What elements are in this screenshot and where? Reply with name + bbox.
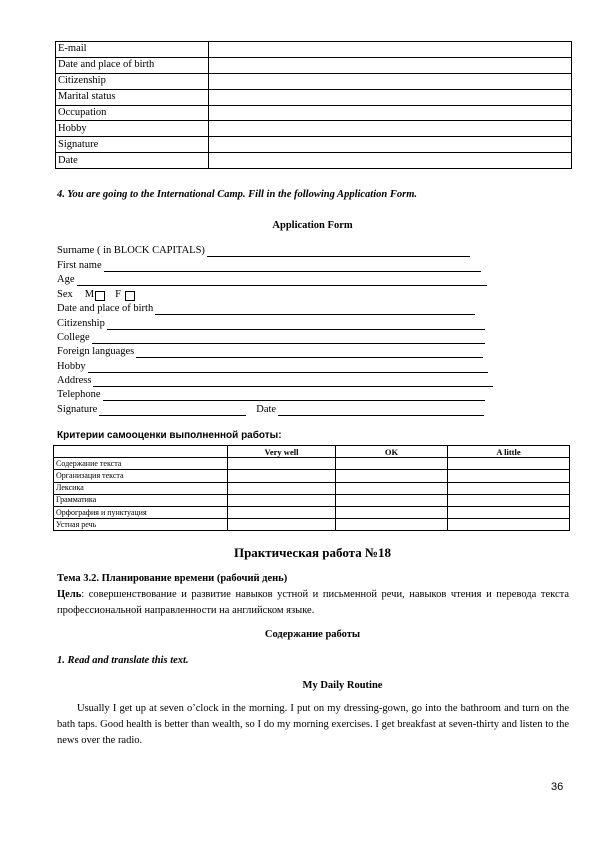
row-label: Occupation [56, 105, 209, 121]
row-value-cell[interactable] [209, 57, 572, 73]
languages-field[interactable] [57, 345, 483, 358]
row-value-cell[interactable] [209, 137, 572, 153]
row-label: E-mail [56, 42, 209, 58]
table-row [54, 482, 570, 494]
rating-cell[interactable] [228, 506, 336, 518]
row-label: Date [56, 153, 209, 169]
citizenship-label: Citizenship [57, 318, 105, 329]
signature-date-field [57, 403, 484, 416]
telephone-line[interactable] [103, 390, 485, 401]
rating-cell[interactable] [336, 519, 448, 531]
table-row [56, 137, 572, 153]
age-field[interactable] [57, 273, 487, 286]
row-value-cell[interactable] [209, 153, 572, 169]
criterion-label: Содержание текста [54, 458, 228, 470]
date-label: Date [256, 404, 277, 415]
table-row [54, 470, 570, 482]
sex-f-checkbox[interactable] [125, 291, 135, 301]
row-value-cell[interactable] [209, 89, 572, 105]
surname-label: Surname ( in BLOCK CAPITALS) [57, 245, 205, 256]
surname-line[interactable] [207, 246, 470, 257]
table-row [56, 121, 572, 137]
content-title: Содержание работы [264, 629, 361, 640]
date-line[interactable] [278, 405, 484, 416]
header-very-well: Very well [228, 446, 336, 458]
table-header-row [54, 446, 570, 458]
rating-cell[interactable] [448, 494, 570, 506]
table-row [56, 57, 572, 73]
practice-title: Практическая работа №18 [233, 545, 392, 560]
form-title: Application Form [272, 220, 353, 231]
rating-cell[interactable] [336, 482, 448, 494]
header-a-little: A little [448, 446, 570, 458]
row-label: Marital status [56, 89, 209, 105]
self-assessment-table [53, 445, 570, 531]
topic-heading: Тема 3.2. Планирование времени (рабочий день) [57, 573, 288, 584]
first-name-field[interactable] [57, 259, 481, 272]
header-cell [54, 446, 228, 458]
rating-cell[interactable] [228, 482, 336, 494]
table-row [54, 494, 570, 506]
personal-data-table [55, 41, 572, 169]
criterion-label: Устная речь [54, 519, 228, 531]
table-row [56, 153, 572, 169]
criterion-label: Организация текста [54, 470, 228, 482]
first-name-label: First name [57, 260, 102, 271]
header-ok: OK [336, 446, 448, 458]
college-line[interactable] [92, 333, 485, 344]
rating-cell[interactable] [228, 470, 336, 482]
table-row [54, 506, 570, 518]
goal-label: Цель [57, 589, 82, 600]
address-label: Address [57, 375, 92, 386]
surname-field[interactable] [57, 244, 470, 257]
criterion-label: Орфография и пунктуация [54, 506, 228, 518]
signature-line[interactable] [99, 405, 246, 416]
languages-label: Foreign languages [57, 346, 135, 357]
rating-cell[interactable] [448, 470, 570, 482]
rating-cell[interactable] [336, 458, 448, 470]
task-4-instruction: 4. You are going to the International Camp. Fill in the following Application Form. [57, 189, 417, 200]
sex-f-label: F [115, 289, 121, 300]
citizenship-line[interactable] [107, 319, 485, 330]
college-field[interactable] [57, 331, 485, 344]
text-body: Usually I get up at seven o’clock in the morning. I put on my dressing-gown, go into the bathroom and turn on the bath taps. Good health is better than wealth, so I do my morning exercises. I get breakfast at seven-thirty and listen to the news over the radio. [57, 703, 569, 746]
rating-cell[interactable] [448, 482, 570, 494]
rating-cell[interactable] [336, 494, 448, 506]
age-line[interactable] [77, 275, 487, 286]
rating-cell[interactable] [448, 458, 570, 470]
telephone-label: Telephone [57, 389, 101, 400]
rating-cell[interactable] [448, 519, 570, 531]
sex-field [57, 288, 135, 301]
college-label: College [57, 332, 90, 343]
goal-text: : совершенствование и развитие навыков устной и письменной речи, навыков чтения и перевода текста профессиональной направленности на английском языке. [57, 589, 569, 616]
page-number: 36 [551, 781, 564, 793]
table-row [56, 89, 572, 105]
table-row [56, 105, 572, 121]
sex-m-checkbox[interactable] [95, 291, 105, 301]
row-value-cell[interactable] [209, 73, 572, 89]
first-name-line[interactable] [104, 261, 481, 272]
row-label: Citizenship [56, 73, 209, 89]
rating-cell[interactable] [228, 458, 336, 470]
rating-cell[interactable] [228, 519, 336, 531]
goal-paragraph [57, 587, 569, 619]
age-label: Age [57, 274, 75, 285]
task-1-instruction: 1. Read and translate this text. [57, 655, 189, 666]
criterion-label: Лексика [54, 482, 228, 494]
sex-label: Sex [57, 289, 73, 300]
criteria-title: Критерии самооценки выполненной работы: [57, 430, 282, 441]
table-row [56, 73, 572, 89]
address-field[interactable] [57, 374, 493, 387]
citizenship-field[interactable] [57, 317, 485, 330]
criterion-label: Грамматика [54, 494, 228, 506]
languages-line[interactable] [136, 347, 483, 358]
table-row [56, 42, 572, 58]
text-title: My Daily Routine [302, 680, 383, 691]
rating-cell[interactable] [448, 506, 570, 518]
hobby-field[interactable] [57, 360, 488, 373]
hobby-line[interactable] [88, 362, 488, 373]
table-row [54, 519, 570, 531]
row-value-cell[interactable] [209, 121, 572, 137]
hobby-label: Hobby [57, 361, 86, 372]
address-line[interactable] [93, 376, 493, 387]
row-label: Hobby [56, 121, 209, 137]
row-value-cell[interactable] [209, 42, 572, 58]
signature-label: Signature [57, 404, 98, 415]
rating-cell[interactable] [336, 470, 448, 482]
dob-label: Date and place of birth [57, 303, 154, 314]
row-value-cell[interactable] [209, 105, 572, 121]
rating-cell[interactable] [336, 506, 448, 518]
dob-line[interactable] [155, 304, 475, 315]
sex-m-label: M [84, 289, 95, 300]
telephone-field[interactable] [57, 388, 485, 401]
rating-cell[interactable] [228, 494, 336, 506]
dob-field[interactable] [57, 302, 475, 315]
table-row [54, 458, 570, 470]
row-label: Date and place of birth [56, 57, 209, 73]
row-label: Signature [56, 137, 209, 153]
